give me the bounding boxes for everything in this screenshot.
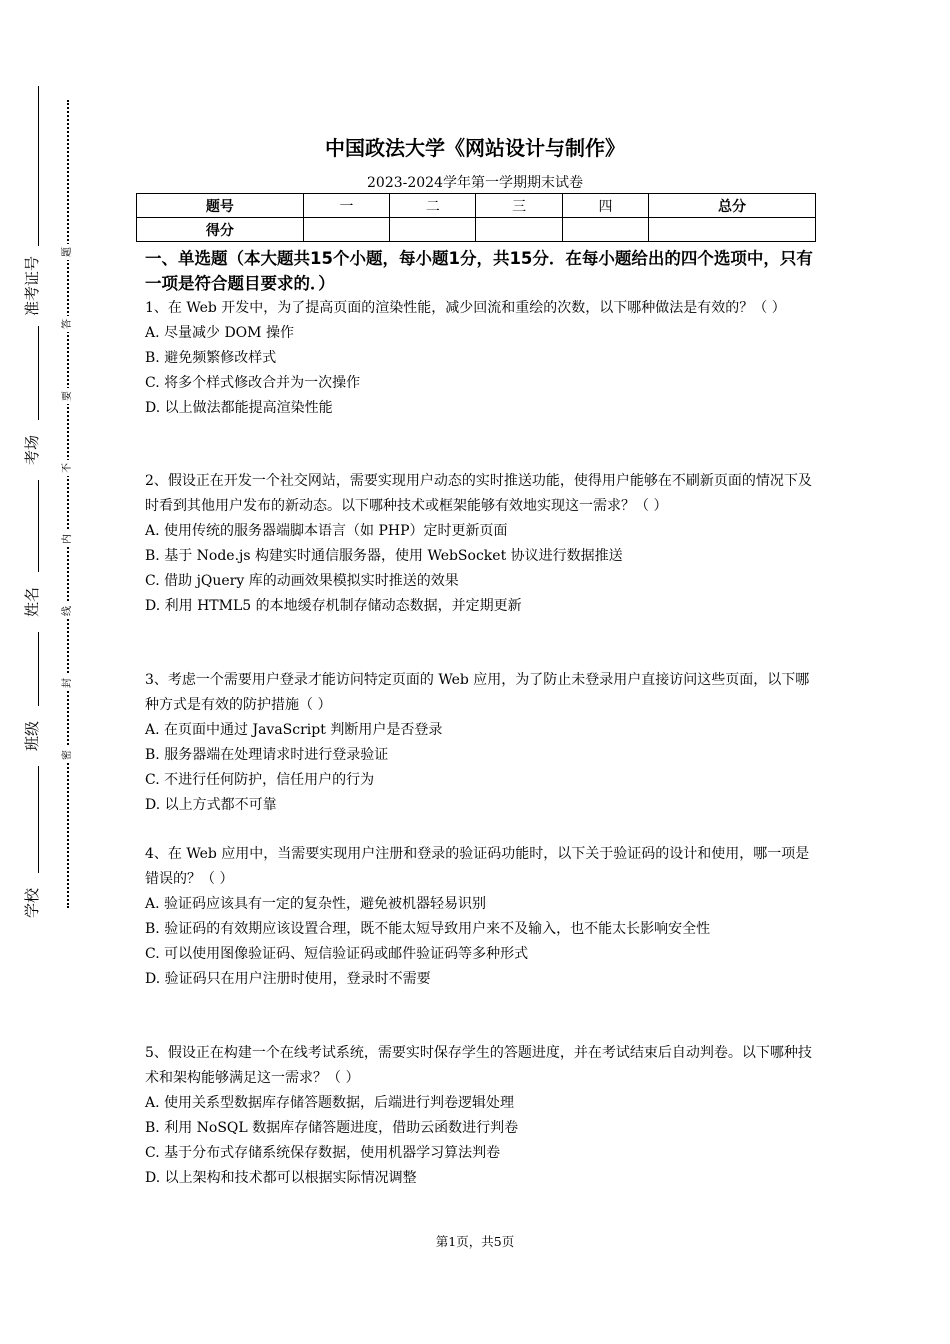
option-a: A. 使用传统的服务器端脚本语言（如 PHP）定时更新页面 [145, 523, 508, 539]
option-a: A. 在页面中通过 JavaScript 判断用户是否登录 [145, 722, 443, 738]
question-stem: 2、假设正在开发一个社交网站，需要实现用户动态的实时推送功能，使得用户能够在不刷新页面的情况下及时看到其他用户发布的新动态。以下哪种技术或框架能够有效地实现这一需求？（ ） [145, 473, 812, 514]
page-footer: 第1页，共5页 [435, 1234, 515, 1249]
score-table-col-2: 二 [390, 194, 476, 218]
binding-solid-line [38, 86, 39, 931]
seal-char-7: 封 [60, 675, 76, 691]
question-2 [145, 469, 815, 619]
option-d: D. 以上做法都能提高渲染性能 [145, 400, 333, 416]
field-exam-room: 考场 [22, 420, 42, 480]
option-a: A. 尽量减少 DOM 操作 [145, 325, 294, 341]
score-cell [649, 218, 816, 242]
option-c: C. 借助 jQuery 库的动画效果模拟实时推送的效果 [145, 573, 459, 589]
exam-title: 中国政法大学《网站设计与制作》 [325, 136, 625, 160]
seal-char-1: 题 [60, 244, 76, 260]
score-cell [303, 218, 389, 242]
score-table-row-label: 题号 [137, 194, 304, 218]
option-d: D. 以上方式都不可靠 [145, 797, 277, 813]
seal-char-3: 要 [60, 388, 76, 404]
question-5 [145, 1041, 815, 1191]
score-table-col-total: 总分 [649, 194, 816, 218]
question-stem: 5、假设正在构建一个在线考试系统，需要实时保存学生的答题进度，并在考试结束后自动判卷。以下哪种技术和架构能够满足这一需求？（ ） [145, 1045, 812, 1086]
option-c: C. 将多个样式修改合并为一次操作 [145, 375, 361, 391]
question-stem: 4、在 Web 应用中，当需要实现用户注册和登录的验证码功能时，以下关于验证码的设计和使用，哪一项是错误的？（ ） [145, 846, 810, 887]
option-c: C. 不进行任何防护，信任用户的行为 [145, 772, 375, 788]
field-exam-number: 准考证号 [22, 246, 42, 326]
option-d: D. 以上架构和技术都可以根据实际情况调整 [145, 1170, 417, 1186]
score-cell [476, 218, 562, 242]
score-table-col-4: 四 [562, 194, 648, 218]
option-b: B. 利用 NoSQL 数据库存储答题进度，借助云函数进行判卷 [145, 1120, 519, 1136]
score-table [136, 193, 816, 242]
question-stem: 1、在 Web 开发中，为了提高页面的渲染性能，减少回流和重绘的次数，以下哪种做法是有效的？（ ） [145, 300, 786, 316]
option-c: C. 基于分布式存储系统保存数据，使用机器学习算法判卷 [145, 1145, 501, 1161]
question-1 [145, 296, 815, 421]
option-b: B. 服务器端在处理请求时进行登录验证 [145, 747, 389, 763]
option-b: B. 验证码的有效期应该设置合理，既不能太短导致用户来不及输入，也不能太长影响安全性 [145, 921, 711, 937]
seal-char-8: 密 [60, 747, 76, 763]
field-class: 班级 [22, 706, 42, 766]
seal-char-2: 答 [60, 316, 76, 332]
option-d: D. 验证码只在用户注册时使用，登录时不需要 [145, 971, 431, 987]
option-d: D. 利用 HTML5 的本地缓存机制存储动态数据，并定期更新 [145, 598, 522, 614]
option-a: A. 验证码应该具有一定的复杂性，避免被机器轻易识别 [145, 896, 487, 912]
option-b: B. 基于 Node.js 构建实时通信服务器，使用 WebSocket 协议进行数据推送 [145, 548, 623, 564]
score-cell [562, 218, 648, 242]
seal-char-4: 不 [60, 460, 76, 476]
option-a: A. 使用关系型数据库存储答题数据，后端进行判卷逻辑处理 [145, 1095, 515, 1111]
score-table-col-3: 三 [476, 194, 562, 218]
score-table-header-row [137, 194, 816, 218]
field-school: 学校 [22, 873, 42, 933]
option-b: B. 避免频繁修改样式 [145, 350, 277, 366]
field-name: 姓名 [22, 572, 42, 632]
exam-subtitle: 2023-2024学年第一学期期末试卷 [367, 175, 583, 191]
section-heading: 一、单选题（本大题共15个小题，每小题1分，共15分．在每小题给出的四个选项中，只有一项是符合题目要求的．） [145, 249, 813, 293]
score-table-col-1: 一 [303, 194, 389, 218]
binding-margin [0, 0, 95, 1344]
seal-char-6: 线 [60, 603, 76, 619]
score-table-row-label: 得分 [137, 218, 304, 242]
score-cell [390, 218, 476, 242]
question-3 [145, 668, 815, 818]
question-4 [145, 842, 815, 992]
seal-dotted-line [67, 100, 69, 908]
score-table-score-row [137, 218, 816, 242]
seal-char-5: 内 [60, 531, 76, 547]
question-stem: 3、考虑一个需要用户登录才能访问特定页面的 Web 应用，为了防止未登录用户直接访问这些页面，以下哪种方式是有效的防护措施（ ） [145, 672, 810, 713]
option-c: C. 可以使用图像验证码、短信验证码或邮件验证码等多种形式 [145, 946, 529, 962]
